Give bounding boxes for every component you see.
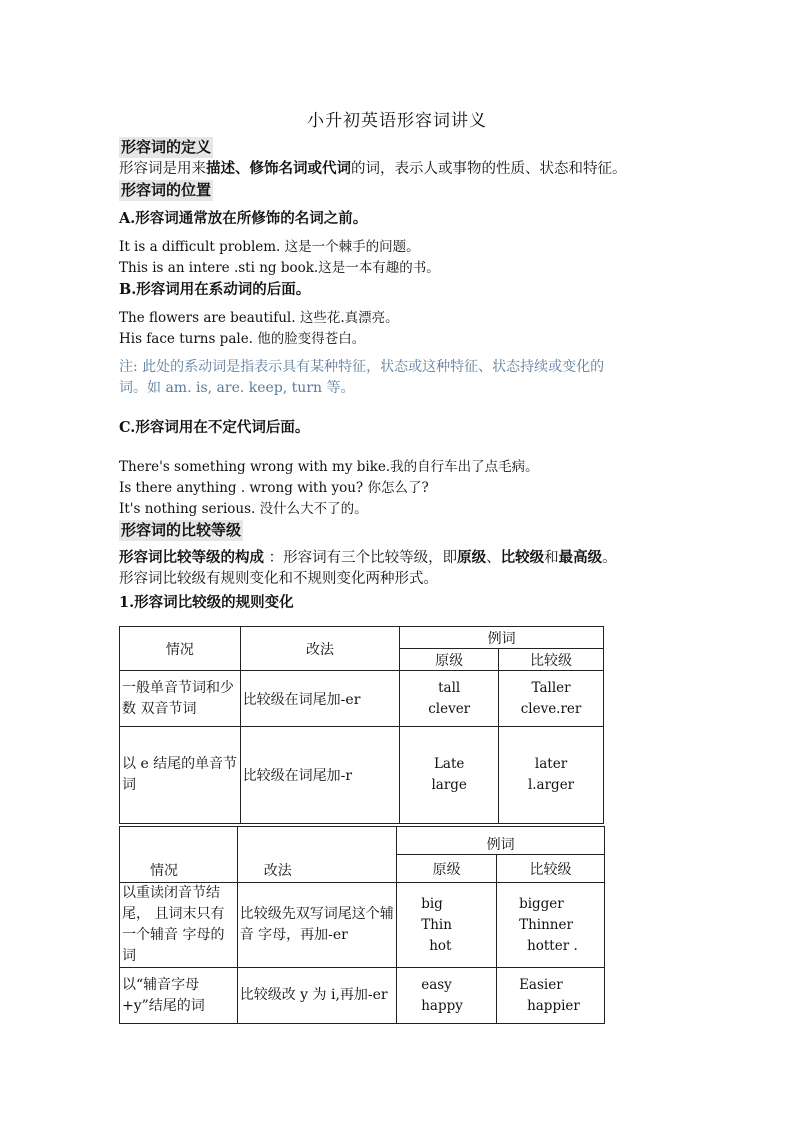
table1-row2-comparative [499,727,604,824]
position-a [119,208,689,399]
table2-header-comparative: 比较级 [497,855,605,883]
comparison-intro [119,547,689,569]
comparison-intro-text-2: 、 [486,550,501,566]
regular-change-title: 1.形容词比较级的规则变化 [119,594,294,611]
table-row [120,968,605,1024]
position-c-example-1: There's something wrong with my bike.我的自行车出了点毛病。 [119,459,539,475]
table2-row2-base [397,968,497,1024]
position-c [119,417,689,614]
table1-row1-comparative [499,671,604,727]
definition-text [119,158,689,180]
table-row [120,883,605,968]
definition-section [119,137,689,201]
table1-row1-comp-1: Taller [531,679,571,696]
comparison-intro-bold-1: 形容词比较等级的构成 [119,549,264,566]
table1-row1-base-1: tall [438,679,461,696]
comparison-intro-text-1: ：形容词有三个比较等级，即 [264,550,458,566]
table2-row2-comp-1: Easier [519,976,563,993]
table2-row1-base-2: Thin [421,916,452,933]
table2-row2-base-2: happy [421,997,463,1014]
table2-row1-comp-1: bigger [519,895,564,912]
position-b-example-1: The flowers are beautiful. 这些花.真漂亮。 [119,310,399,326]
position-c-example-3: It's nothing serious. 没什么大不了的。 [119,501,368,517]
table1-row1-comp-2: cleve.rer [520,700,582,717]
table1-row2-comp-2: l.arger [527,777,575,793]
page-title: 小升初英语形容词讲义 [307,111,487,131]
table1-row1-situation: 一般单音节词和少数 双音节词 [120,671,241,727]
definition-text-pre: 形容词是用来 [119,161,206,177]
comparison-forms-text: 形容词比较级有规则变化和不规则变化两种形式。 [119,571,438,587]
table2-row2-method: 比较级改 y 为 i,再加-er [237,968,397,1024]
position-a-example-1: It is a difficult problem. 这是一个棘手的问题。 [119,239,420,255]
table-row [120,671,604,727]
table1-row2-situation: 以 e 结尾的单音节词 [120,727,241,824]
table1-row2-comp-1: later [534,756,568,772]
table1-row2-method: 比较级在词尾加-r [240,727,400,824]
table1-header-base: 原级 [400,649,499,671]
position-b-example-2: His face turns pale. 他的脸变得苍白。 [119,331,366,347]
table2-row2-comparative [497,968,605,1024]
position-c-example-2: Is there anything . wrong with you? 你怎么了? [119,480,429,496]
table1-row2-base-1: Late [433,756,465,772]
position-b-title: B.形容词用在系动词的后面。 [119,281,311,298]
definition-heading: 形容词的定义 [121,138,212,156]
definition-text-post: 的词，表示人或事物的性质、状态和特征。 [351,161,627,177]
position-c-title: C.形容词用在不定代词后面。 [119,419,310,436]
comparison-intro-text-3: 和 [544,550,559,566]
table2-row1-method: 比较级先双写词尾这个辅音 字母，再加-er [237,883,397,968]
table2-row2-base-1: easy [421,976,452,993]
comparison-heading: 形容词的比较等级 [121,521,242,539]
table2-header-situation: 情况 [120,827,238,883]
table-row [120,727,604,824]
linking-verb-note-line-2: 词。如 am. is, are. keep, turn 等。 [119,380,355,396]
table2-row1-base [397,883,497,968]
table2-row2-situation: 以“辅音字母+y”结尾的词 [120,968,238,1024]
table1-header-method: 改法 [240,627,400,671]
position-a-example-2: This is an intere .sti ng book.这是一本有趣的书。 [119,260,440,276]
comparison-table-1 [119,626,604,824]
table1-row2-base-2: large [431,777,467,793]
linking-verb-note-line-1: 注: 此处的系动词是指表示具有某种特征，状态或这种特征、状态持续或变化的 [119,359,605,375]
definition-text-bold: 描述、修饰名词或代词 [206,160,351,177]
comparison-intro-bold-4: 最高级 [558,549,603,566]
table2-row1-base-3: hot [429,937,452,954]
position-heading: 形容词的位置 [121,181,212,199]
comparison-intro-bold-2: 原级 [457,549,487,566]
table1-row1-base [400,671,499,727]
table2-header-method: 改法 [237,827,397,883]
table2-row1-situation: 以重读闭音节结尾， 且词末只有一个辅音 字母的词 [120,883,238,968]
table2-row1-comp-2: Thinner [519,916,573,933]
table1-header-examples: 例词 [400,627,604,649]
table2-header-examples: 例词 [397,827,605,855]
table2-row1-base-1: big [421,895,443,912]
table1-row1-base-2: clever [428,700,471,717]
table1-row1-method: 比较级在词尾加-er [240,671,400,727]
comparison-table-2 [119,826,605,1024]
table2-row1-comp-3: hotter . [527,937,578,954]
table2-row1-comparative [497,883,605,968]
position-a-title: A.形容词通常放在所修饰的名词之前。 [119,210,368,227]
table2-row2-comp-2: happier [527,997,580,1014]
comparison-intro-bold-3: 比较级 [500,549,545,566]
table1-header-situation: 情况 [120,627,241,671]
table1-row2-base [400,727,499,824]
comparison-intro-text-4: 。 [602,550,617,566]
table2-header-base: 原级 [397,855,497,883]
table1-header-comparative: 比较级 [499,649,604,671]
